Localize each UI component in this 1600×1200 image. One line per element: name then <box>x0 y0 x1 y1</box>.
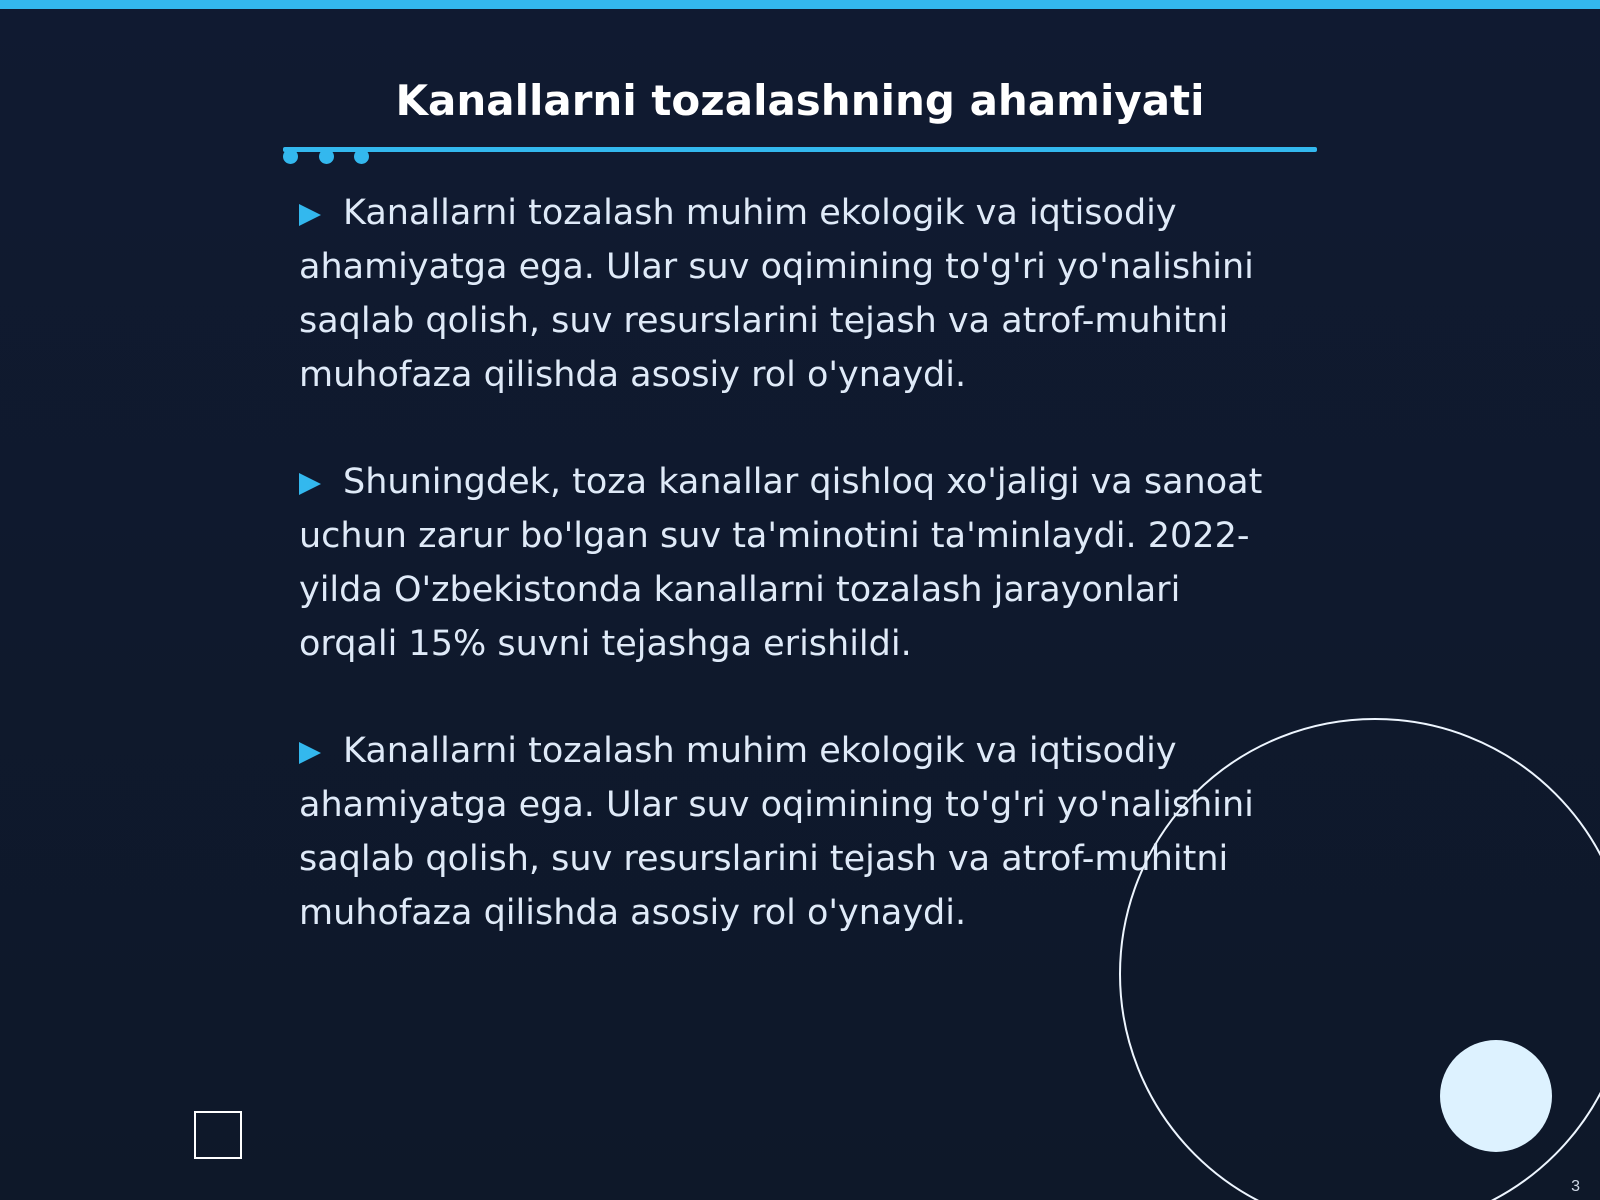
bullet-text: Shuningdek, toza kanallar qishloq xo'jaligi va sanoat uchun zarur bo'lgan suv ta'minotini ta'minlaydi. 2022-yilda O'zbekistonda kanallarni tozalash jarayonlari orqali 15% suvni tejashga erishildi. <box>299 462 1263 664</box>
decorative-square <box>194 1111 242 1159</box>
page-number: 3 <box>1571 1178 1580 1195</box>
bullet-item <box>299 186 1289 402</box>
triangle-right-icon <box>299 204 321 226</box>
bullet-list <box>299 186 1289 993</box>
title-underline <box>283 147 1317 152</box>
bullet-text: Kanallarni tozalash muhim ekologik va iqtisodiy ahamiyatga ega. Ular suv oqimining to'g'ri yo'nalishini saqlab qolish, suv resurslarini tejash va atrof-muhitni muhofaza qilishda asosiy rol o'ynaydi. <box>299 731 1254 933</box>
bullet-text: Kanallarni tozalash muhim ekologik va iqtisodiy ahamiyatga ega. Ular suv oqimining to'g'ri yo'nalishini saqlab qolish, suv resurslarini tejash va atrof-muhitni muhofaza qilishda asosiy rol o'ynaydi. <box>299 193 1254 395</box>
top-accent-bar <box>0 0 1600 9</box>
accent-dot <box>283 149 298 164</box>
slide-title: Kanallarni tozalashning ahamiyati <box>395 76 1205 125</box>
triangle-right-icon <box>299 473 321 495</box>
triangle-right-icon <box>299 742 321 764</box>
bullet-item <box>299 724 1289 940</box>
decorative-disc <box>1440 1040 1552 1152</box>
bullet-item <box>299 455 1289 671</box>
accent-dot <box>354 149 369 164</box>
accent-dot <box>319 149 334 164</box>
